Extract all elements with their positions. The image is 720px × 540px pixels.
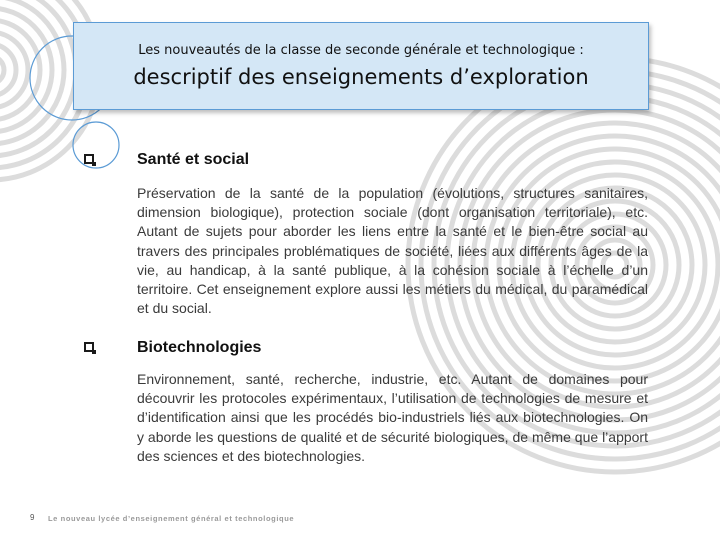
footer-text: Le nouveau lycée d’enseignement général et technologique [48,514,295,523]
section-body-biotechnologies: Environnement, santé, recherche, industrie, etc. Autant de domaines pour découvrir les protocoles expérimentaux, l’utilisation de technologies de mesure et d’identification ainsi que les procédés bio-industriels liés aux biotechnologies. On y aborde les questions de qualité et de sécurité biologiques, de même que l’apport des sciences et des biotechnologies. [137,371,648,464]
slide-number: 9 [30,513,35,522]
section-body-sante-social: Préservation de la santé de la population (évolutions, structures sanitaires, dimension biologique), protection sociale (dont organisation territoriale), etc. Autant de sujets pour aborder les liens entre la santé et le bien-être social au travers des principales problématiques de société, liées aux différents âges de la vie, au handicap, à la santé publique, à la cohésion sociale à l’échelle d’un territoire. Cet enseignement explore aussi les métiers du médical, du paramédical et du social. [137,185,648,317]
checkbox-bullet-icon [84,154,94,164]
title-box [73,22,649,110]
checkbox-bullet-icon [84,342,94,352]
title-line1: Les nouveautés de la classe de seconde générale et technologique : [138,43,584,58]
decorative-circle-small [73,122,119,168]
background-ring-left [0,56,4,84]
section-heading-biotechnologies: Biotechnologies [137,339,262,356]
page-title: descriptif des enseignements d’exploration [133,65,589,89]
section-heading-sante-social: Santé et social [137,151,250,168]
